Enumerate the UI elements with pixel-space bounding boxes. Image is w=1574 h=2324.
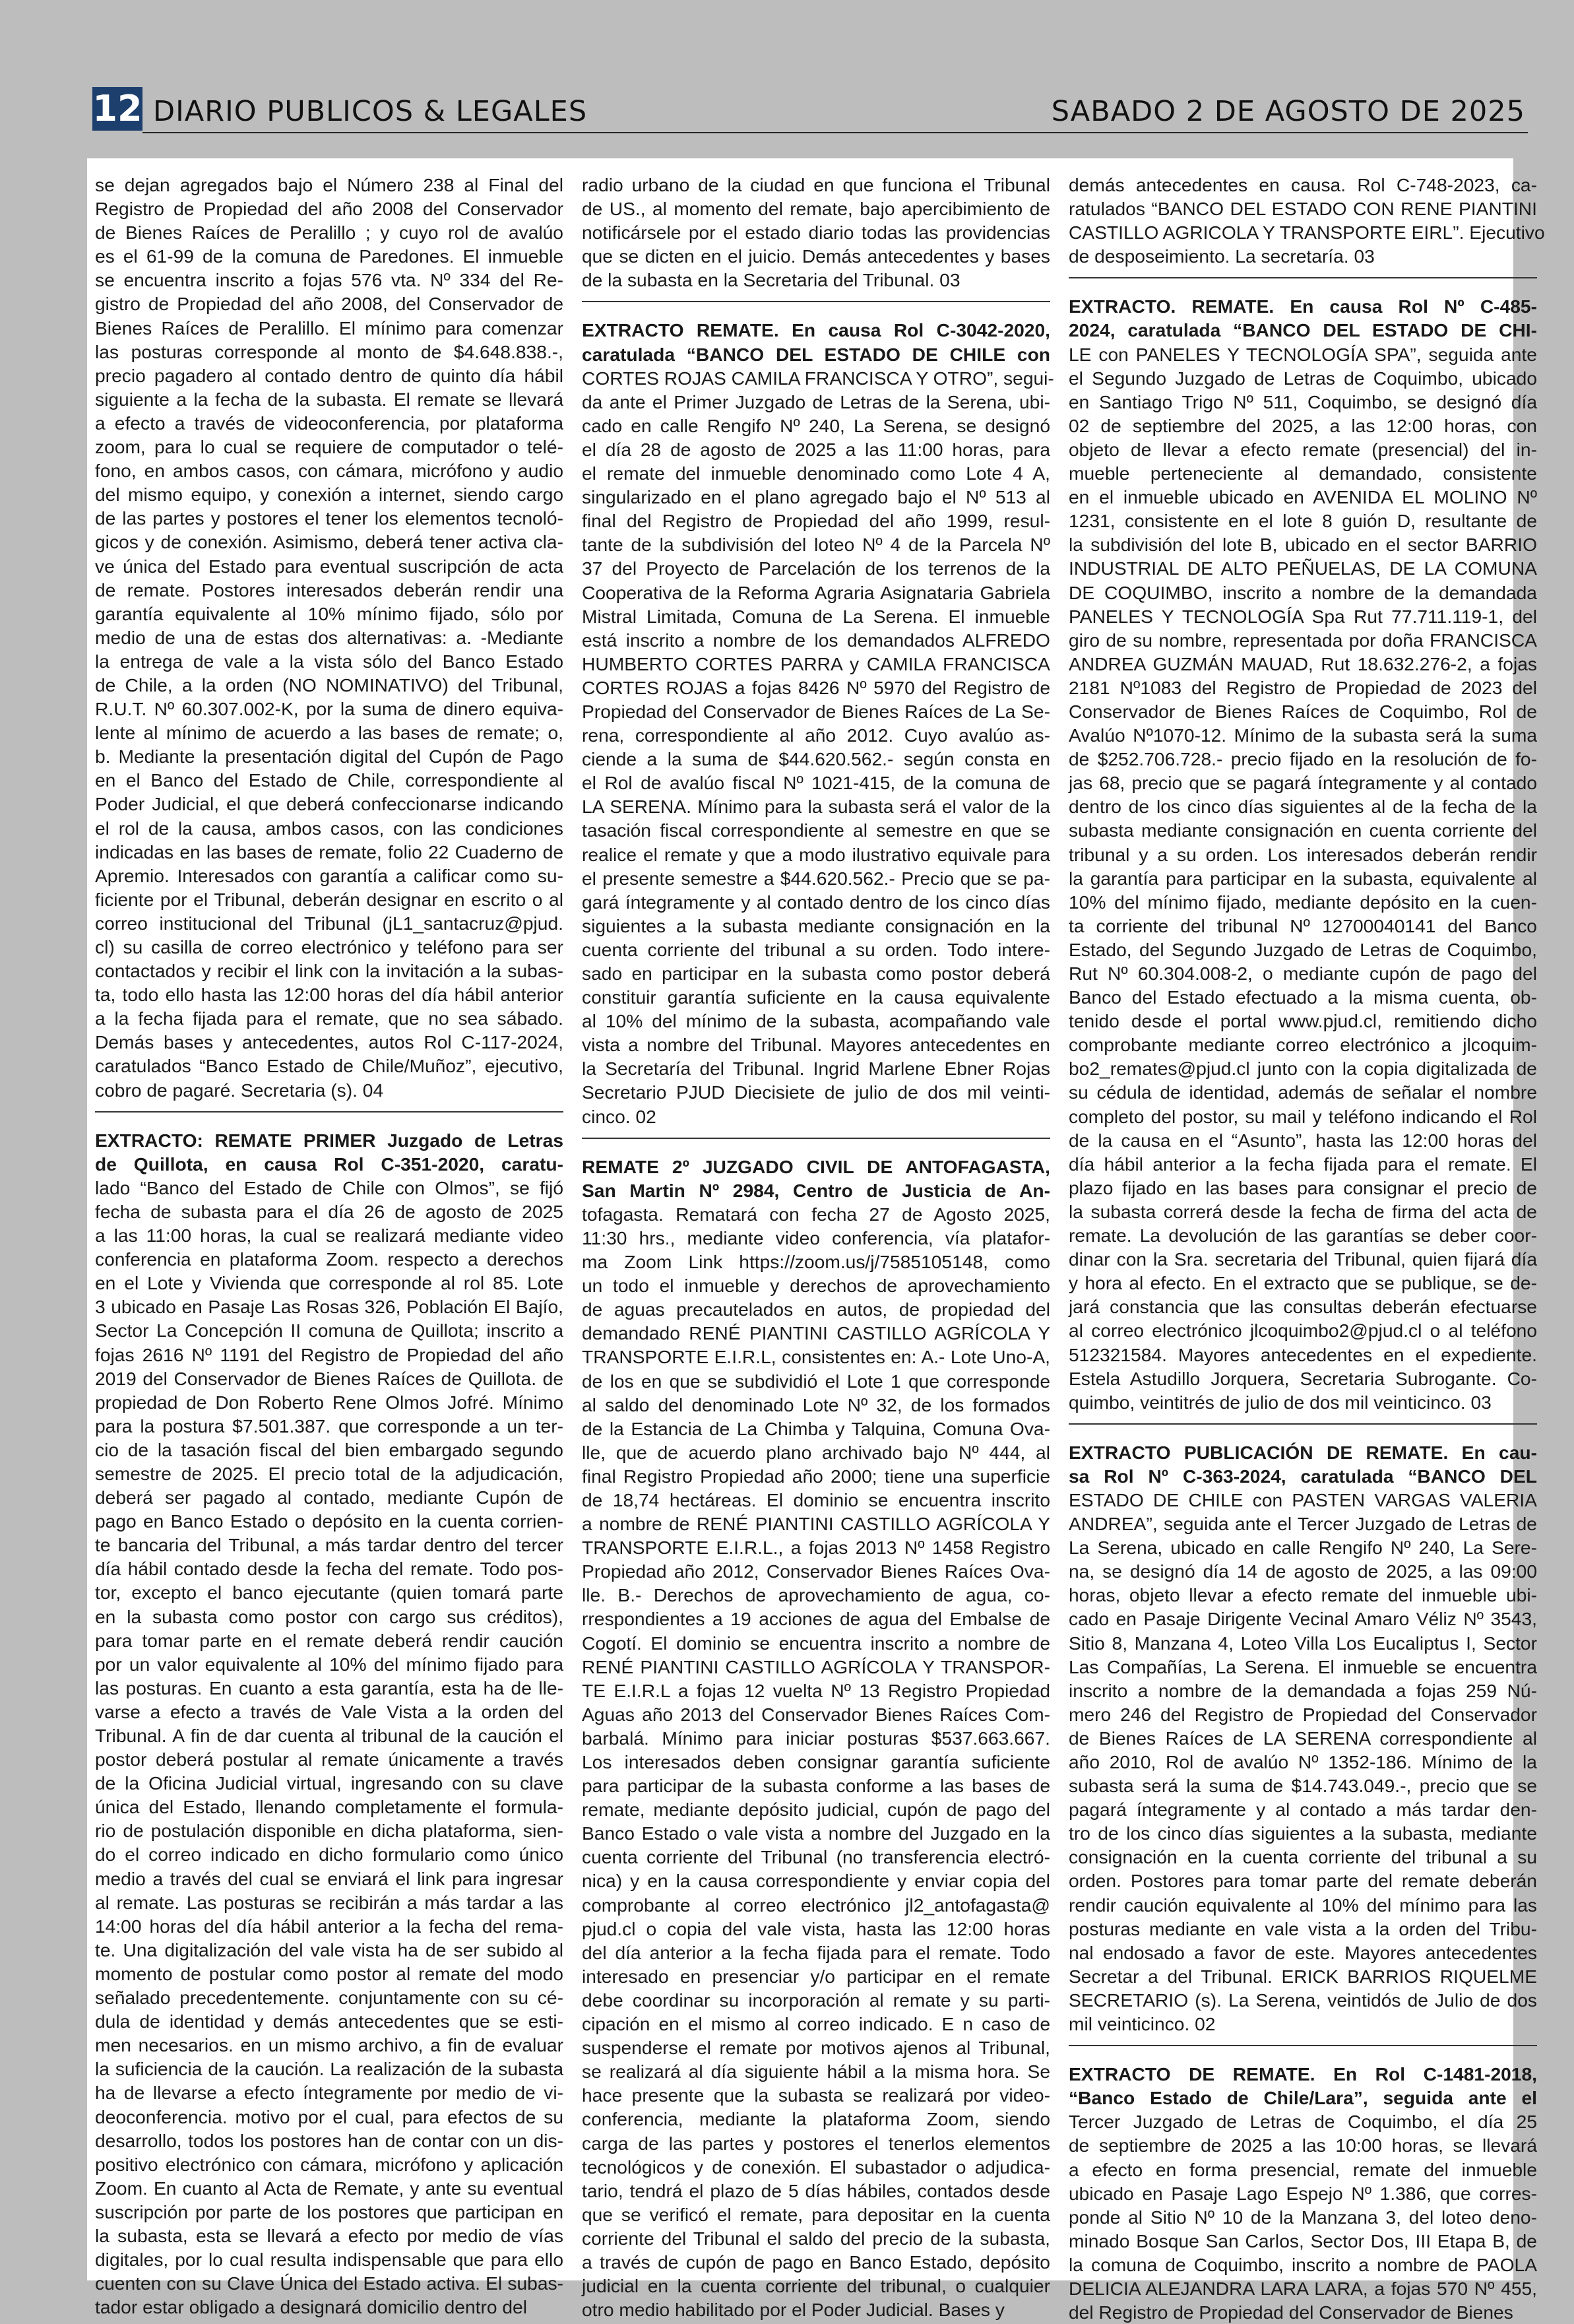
notice-line: LA SERENA. Mínimo para la subasta será el valor de la (582, 796, 1050, 818)
notice-line: CASTILLO AGRICOLA Y TRANSPORTE EIRL”. Ejecutivo (1069, 222, 1545, 243)
notice-line: remate, mediante depósito judicial, cupón de pago del (582, 1799, 1050, 1821)
notice-line: momento de postular como postor al remate del modo (95, 1962, 563, 1984)
notice-line: el remate del inmueble denominado como Lote 4 A, (582, 463, 1050, 484)
notice-line: constituir garantía suficiente en la causa equivalente (582, 986, 1050, 1008)
notice-line: Apremio. Interesados con garantía a calificar como su- (95, 864, 563, 886)
notice-line: que se verificó el remate, para depositar en la cuenta (582, 2203, 1050, 2225)
notice-line: TRANSPORTE E.I.R.L, consistentes en: A.- Lote Uno-A, (582, 1346, 1050, 1368)
notice-line: rrespondientes a 19 acciones de agua del Embalse de (582, 1608, 1050, 1630)
notice-line: corriente del Tribunal el saldo del precio de la subasta, (582, 2227, 1050, 2249)
notice-line: final Registro Propiedad año 2000; tiene una superficie (582, 1465, 1050, 1487)
notice-line: única del Estado, llenando completamente el formula- (95, 1796, 563, 1818)
notice-line: siguiente a la fecha de la subasta. El remate se llevará (95, 388, 563, 410)
notice-line: tador estar obligado a designará domicilio dentro del (95, 2296, 527, 2318)
notice-line: 02 de septiembre del 2025, a las 12:00 horas, con (1069, 414, 1537, 436)
notice-line: día hábil contado desde la fecha del remate. Todo pos- (95, 1558, 563, 1580)
notice-line: 14:00 horas del día hábil anterior a la fecha del rema- (95, 1915, 563, 1937)
notice-line: pagará íntegramente y al contado a más tardar den- (1069, 1799, 1537, 1821)
notice-line: medio de una de estas dos alternativas: a. -Mediante (95, 626, 563, 648)
notice-line: deoconferencia. motivo por el cual, para efectos de su (95, 2106, 563, 2127)
notice-line: horas, objeto llevar a efecto remate del inmueble ubi- (1069, 1584, 1537, 1606)
notice-line: Cooperativa de la Reforma Agraria Asignataria Gabriela (582, 581, 1050, 603)
notice-line: de 18,74 hectáreas. El dominio se encuentra inscrito (582, 1489, 1050, 1510)
notice-line: PANELES Y TECNOLOGÍA Spa Rut 77.711.119-1, del (1069, 605, 1537, 627)
notice-line: ha de llevarse a efecto íntegramente por medio de vi- (95, 2082, 563, 2104)
notice-line: plazo fijado en las bases para consignar el precio de (1069, 1177, 1537, 1198)
notice-line: las posturas. En cuanto a esta garantía, esta ha de lle- (95, 1677, 563, 1698)
notice-line: propiedad de Don Roberto Rene Olmos Jofré. Mínimo (95, 1391, 563, 1413)
notice-line: cuenta corriente del Tribunal (no transferencia electró- (582, 1846, 1050, 1868)
notice-line: Mistral Limitada, Comuna de La Serena. El inmueble (582, 605, 1050, 627)
notice-line: cinco. 02 (582, 1105, 656, 1127)
notice-line: en el inmueble ubicado en AVENIDA EL MOLINO Nº (1069, 486, 1537, 508)
notice-line: fecha de subasta para el día 26 de agosto de 2025 (95, 1200, 563, 1222)
notice-line: tenido desde el portal www.pjud.cl, remitiendo dicho (1069, 1010, 1537, 1032)
notice-line: tor, excepto el banco ejecutante (quien tomará parte (95, 1582, 563, 1603)
notice-line: Los interesados deben consignar garantía suficiente (582, 1751, 1050, 1772)
notice-line: caratulados “Banco Estado de Chile/Muñoz”, ejecutivo, (95, 1055, 563, 1077)
notice-line: orden. Postores para tomar parte del remate deberán (1069, 1870, 1537, 1892)
notice-line: de la causa en el “Asunto”, hasta las 12:00 horas del (1069, 1129, 1537, 1151)
notice-line: fono, en ambos casos, con cámara, micrófono y audio (95, 460, 563, 482)
notice-line: tro de los cinco días siguientes a la subasta, mediante (1069, 1823, 1537, 1844)
notice-line: conferencia en plataforma Zoom. respecto a derechos (95, 1248, 563, 1270)
notice-line: comprobante al correo electrónico jl2_antofagasta@ (582, 1894, 1050, 1916)
notice-line: notificársele por el estado diario todas las providencias (582, 222, 1050, 243)
notice-separator (1069, 1423, 1537, 1425)
notice-line: singularizado en el plano agregado bajo el Nº 513 al (582, 486, 1050, 508)
notice-line: Propiedad año 2012, Conservador Bienes Raíces Ova- (582, 1561, 1050, 1582)
notice-line: demás antecedentes en causa. Rol C-748-2023, ca- (1069, 174, 1537, 195)
notice-line: realice el remate y que a modo ilustrativo equivale para (582, 843, 1050, 865)
notice-line: RENÉ PIANTINI CASTILLO AGRÍCOLA Y TRANSPOR- (582, 1656, 1050, 1677)
notice-line: remate. La devolución de las garantías se deber coor- (1069, 1225, 1537, 1246)
notice-line: de Bienes Raíces de LA SERENA correspondiente al (1069, 1727, 1537, 1749)
notice-line: 1231, consistente en el lote 8 guión D, resultante de (1069, 510, 1537, 532)
notice-line: de US., al momento del remate, bajo apercibimiento de (582, 198, 1050, 220)
notice-line: positivo electrónico con cámara, micrófono y aplicación (95, 2153, 563, 2175)
notice-line: cado en calle Rengifo Nº 240, La Serena, se designó (582, 414, 1050, 436)
notice-line: do el correo indicado en dicho formulario como único (95, 1844, 563, 1865)
notice-line: ANDREA GUZMÁN MAUAD, Rut 18.632.276-2, a fojas (1069, 653, 1537, 674)
notice-line: ta, todo ello hasta las 12:00 horas del día hábil anterior (95, 984, 563, 1006)
notice-line: rendir caución equivalente al 10% del mínimo para las (1069, 1894, 1537, 1916)
notice-line: la entrega de vale a la vista sólo del Banco Estado (95, 650, 563, 672)
notice-line: Demás bases y antecedentes, autos Rol C-117-2024, (95, 1031, 563, 1053)
notice-line: fojas 2616 Nº 1191 del Registro de Propiedad del año (95, 1343, 563, 1365)
notice-line: lle, que de acuerdo plano archivado bajo Nº 444, al (582, 1441, 1050, 1463)
legal-notice (1069, 294, 1537, 1413)
legal-notice (1069, 2062, 1537, 2324)
notice-line: b. Mediante la presentación digital del Cupón de Pago (95, 746, 563, 767)
notice-line: garantía equivalente al 10% mínimo fijado, sólo por (95, 602, 563, 624)
page-number: 12 (92, 88, 142, 129)
notice-line: cobro de pagaré. Secretaria (s). 04 (95, 1079, 384, 1101)
notice-line: Sitio 8, Manzana 4, Loteo Villa Los Eucaliptus I, Sector (1069, 1632, 1537, 1654)
notice-line: jará constancia que las consultas deberán efectuarse (1069, 1296, 1537, 1318)
notice-line: mero 246 del Registro de Propiedad del Conservador (1069, 1703, 1537, 1725)
notice-line: LE con PANELES Y TECNOLOGÍA SPA”, seguida ante (1069, 343, 1537, 365)
notice-line: cio de la tasación fiscal del bien embargado segundo (95, 1438, 563, 1460)
notice-line: a la fecha fijada para el remate, que no sea sábado. (95, 1008, 563, 1029)
column-2 (582, 173, 1054, 2321)
notice-line: de septiembre de 2025 a las 10:00 horas, se llevará (1069, 2135, 1537, 2156)
notice-line: la suficiencia de la caución. La realización de la subasta (95, 2058, 563, 2080)
notice-line: Secretar a del Tribunal. ERICK BARRIOS RIQUELME (1069, 1965, 1537, 1987)
notice-line: tecnológicos y de conexión. El subastador o adjudica- (582, 2156, 1050, 2178)
notice-line: demandado RENÉ PIANTINI CASTILLO AGRÍCOLA Y (582, 1322, 1050, 1344)
notice-line: tante de la subdivisión del loteo Nº 4 de la Parcela Nº (582, 534, 1050, 556)
notice-line: el Segundo Juzgado de Letras de Coquimbo, ubicado (1069, 367, 1537, 389)
notice-line: Las Compañías, La Serena. El inmueble se encuentra (1069, 1656, 1537, 1677)
notice-line: 512321584. Mayores antecedentes en el expediente. (1069, 1343, 1537, 1365)
notice-line: Propiedad del Conservador de Bienes Raíces de La Se- (582, 700, 1050, 722)
notice-line: EXTRACTO PUBLICACIÓN DE REMATE. En cau- (1069, 1441, 1537, 1463)
notice-line: 2019 del Conservador de Bienes Raíces de Quillota. de (95, 1367, 563, 1389)
notice-line: del día anterior a la fecha fijada para el remate. Todo (582, 1941, 1050, 1963)
notice-line: Tribunal. A fin de dar cuenta al tribunal de la caución el (95, 1725, 563, 1746)
notice-line: de $252.706.728.- precio fijado en la resolución de fo- (1069, 748, 1537, 770)
notice-line: desarrollo, todos los postores han de contar con un dis- (95, 2129, 563, 2151)
legal-notice (582, 318, 1054, 1128)
notice-line: Estado, del Segundo Juzgado de Letras de Coquimbo, (1069, 938, 1537, 960)
notice-line: tasación fiscal correspondiente al semestre en que se (582, 820, 1050, 841)
notice-line: ciende a la suma de $44.620.562.- según consta en (582, 748, 1050, 770)
notice-line: 2024, caratulada “BANCO DEL ESTADO DE CHI- (1069, 319, 1537, 341)
notice-line: tofagasta. Rematará con fecha 27 de Agosto 2025, (582, 1203, 1050, 1225)
notice-line: vista a nombre del Tribunal. Mayores antecedentes en (582, 1034, 1050, 1056)
notice-line: barbalá. Mínimo para iniciar posturas $537.663.667. (582, 1727, 1050, 1749)
notice-line: Bienes Raíces de Peralillo. El mínimo para comenzar (95, 317, 563, 339)
notice-line: contactados y recibir el link con la invitación a la subas- (95, 960, 563, 982)
notice-line: de aguas precautelados en autos, de propiedad del (582, 1299, 1050, 1320)
notice-line: EXTRACTO: REMATE PRIMER Juzgado de Letras (95, 1129, 563, 1151)
notice-line: el Rol de avalúo fiscal Nº 1021-415, de la comuna de (582, 772, 1050, 794)
notice-line: las posturas corresponde al monto de $4.648.838.-, (95, 340, 563, 362)
notice-line: subasta mediante consignación en cuenta corriente del (1069, 820, 1537, 841)
column-3 (1069, 173, 1545, 2323)
notice-line: CORTES ROJAS a fojas 8426 Nº 5970 del Registro de (582, 676, 1050, 698)
notice-line: INDUSTRIAL DE ALTO PEÑUELAS, DE LA COMUNA (1069, 558, 1537, 579)
notice-line: suscripción por parte de los postores que participan en (95, 2201, 563, 2222)
notice-line: postor deberá postular al remate únicamente a través (95, 1749, 563, 1770)
notice-line: su cédula de identidad, además de señalar el nombre (1069, 1081, 1537, 1103)
notice-line: dinar con la Sra. secretaria del Tribunal, quien fijará día (1069, 1248, 1537, 1270)
notice-line: a efecto a través de videoconferencia, por plataforma (95, 412, 563, 434)
notice-line: a través de cupón de pago en Banco Estado, depósito (582, 2251, 1050, 2273)
notice-line: Estela Astudillo Jorquera, Secretaria Subrogante. Co- (1069, 1367, 1537, 1389)
notice-line: cl) su casilla de correo electrónico y teléfono para ser (95, 936, 563, 957)
notice-line: 10% del mínimo fijado, mediante depósito en la cuen- (1069, 891, 1537, 913)
notice-line: año 2010, Rol de avalúo Nº 1352-186. Mínimo de la (1069, 1751, 1537, 1772)
notice-line: debe coordinar su incorporación al remate y su parti- (582, 1989, 1050, 2011)
notice-line: Zoom. En cuanto al Acta de Remate, y ante su eventual (95, 2177, 563, 2199)
notice-separator (1069, 277, 1537, 278)
notice-line: 2181 Nº1083 del Registro de Propiedad de 2023 del (1069, 676, 1537, 698)
notice-line: a efecto en forma presencial, remate del inmueble (1069, 2158, 1537, 2180)
notice-line: pago en Banco Estado o depósito en la cuenta corrien- (95, 1510, 563, 1532)
notice-line: la comuna de Coquimbo, inscrito a nombre de PAOLA (1069, 2253, 1537, 2275)
notice-line: Sector La Concepción II comuna de Quillota; inscrito a (95, 1320, 563, 1341)
notice-line: objeto de llevar a efecto remate (presencial) del in- (1069, 438, 1537, 460)
notice-line: EXTRACTO REMATE. En causa Rol C-3042-2020, (582, 319, 1050, 341)
notice-line: siguientes a la subasta mediante consignación en la (582, 915, 1050, 936)
notice-line: de remate. Postores interesados deberán rendir una (95, 579, 563, 600)
notice-line: zoom, para lo cual se requiere de computador o telé- (95, 436, 563, 458)
legal-notice (582, 173, 1050, 292)
notice-line: deberá ser pagado al contado, mediante Cupón de (95, 1487, 563, 1508)
notice-line: en la subasta como postor con cargo sus créditos), (95, 1605, 563, 1627)
notice-line: cipación en el mismo al correo indicado. E n caso de (582, 2013, 1050, 2035)
notice-line: de la Estancia de La Chimba y Talquina, Comuna Ova- (582, 1417, 1050, 1439)
notice-line: jas 68, precio que se pagará íntegramente y al contado (1069, 772, 1537, 794)
notice-line: Conservador de Bienes Raíces de Coquimbo, Rol de (1069, 700, 1537, 722)
notice-line: suspenderse el remate por motivos ajenos al Tribunal, (582, 2037, 1050, 2059)
notice-line: día hábil anterior a la fecha fijada para el remate. El (1069, 1153, 1537, 1175)
notice-separator (95, 1111, 563, 1113)
notice-separator (1069, 2045, 1537, 2046)
notice-line: radio urbano de la ciudad en que funciona el Tribunal (582, 174, 1050, 195)
notice-line: para tomar parte en el remate deberá rendir caución (95, 1629, 563, 1651)
notice-line: conferencia, mediante la plataforma Zoom, siendo (582, 2108, 1050, 2130)
notice-line: DE COQUIMBO, inscrito a nombre de la demandada (1069, 581, 1537, 603)
notice-line: 37 del Proyecto de Parcelación de los terrenos de la (582, 558, 1050, 579)
notice-line: la subasta correrá desde la fecha de firma del acta de (1069, 1200, 1537, 1222)
notice-line: “Banco Estado de Chile/Lara”, seguida ante el (1069, 2087, 1537, 2109)
notice-line: un todo el inmueble y derechos de aprovechamiento (582, 1275, 1050, 1297)
newspaper-page (87, 158, 1545, 2323)
notice-line: Registro de Propiedad del año 2008 del Conservador (95, 198, 563, 220)
notice-line: te. Una digitalización del vale vista ha de ser subido al (95, 1939, 563, 1960)
legal-notice (95, 173, 563, 1102)
notice-line: ANDREA”, seguida ante el Tercer Juzgado de Letras de (1069, 1513, 1537, 1535)
notice-line: el rol de la causa, ambos casos, con las condiciones (95, 817, 563, 839)
notice-line: San Martin Nº 2984, Centro de Justicia de An- (582, 1179, 1050, 1201)
notice-line: rena, correspondiente al año 2012. Cuyo avalúo as- (582, 725, 1050, 746)
notice-line: interesado en presenciar y/o participar en el remate (582, 1965, 1050, 1987)
notice-line: ma Zoom Link https://zoom.us/j/7585105148, como (582, 1251, 1050, 1273)
notice-line: TRANSPORTE E.I.R.L., a fojas 2013 Nº 1458 Registro (582, 1537, 1050, 1559)
notice-line: al saldo del denominado Lote Nº 32, de los formados (582, 1394, 1050, 1415)
notice-line: lente al mínimo de acuerdo a las bases de remate; o, (95, 722, 563, 744)
column-1 (95, 173, 563, 2318)
notice-line: precio pagadero al contado dentro de quinto día hábil (95, 364, 563, 386)
notice-line: 11:30 hrs., mediante video conferencia, vía platafor- (582, 1227, 1050, 1248)
notice-line: y hora al efecto. En el extracto que se publique, se de- (1069, 1272, 1537, 1294)
notice-line: CORTES ROJAS CAMILA FRANCISCA Y OTRO”, segui- (582, 367, 1054, 389)
notice-line: correo institucional del Tribunal (jL1_santacruz@pjud. (95, 912, 563, 934)
notice-line: bo2_remates@pjud.cl junto con la copia digitalizada de (1069, 1058, 1537, 1080)
notice-line: al remate. Las posturas se recibirán a más tardar a las (95, 1891, 563, 1913)
notice-line: minado Bosque San Carlos, Sector Dos, III Etapa B, de (1069, 2230, 1537, 2251)
notice-line: nica) y en la causa correspondiente y enviar copia del (582, 1870, 1050, 1892)
notice-line: de la Oficina Judicial virtual, ingresando con su clave (95, 1772, 563, 1794)
notice-line: men necesarios. en un mismo archivo, a fin de evaluar (95, 2034, 563, 2056)
notice-line: cuenten con su Clave Única del Estado activa. El subas- (95, 2273, 563, 2294)
notice-line: de Quillota, en causa Rol C-351-2020, caratu- (95, 1153, 563, 1175)
legal-notice (95, 1128, 563, 2319)
notice-line: Poder Judicial, el que deberá confeccionarse indicando (95, 793, 563, 815)
notice-line: pjud.cl o copia del vale vista, hasta las 12:00 horas (582, 1918, 1050, 1939)
notice-line: carga de las partes y postores el tenerlos elementos (582, 2132, 1050, 2154)
notice-line: está inscrito a nombre de los demandados ALFREDO (582, 629, 1050, 651)
notice-line: Tercer Juzgado de Letras de Coquimbo, el día 25 (1069, 2111, 1537, 2133)
notice-line: ve única del Estado para eventual suscripción de acta (95, 555, 563, 577)
notice-line: de Chile, a la orden (NO NOMINATIVO) del Tribunal, (95, 674, 563, 695)
notice-line: en el Lote y Vivienda que corresponde al rol 85. Lote (95, 1272, 563, 1294)
notice-line: que se dicten en el juicio. Demás antecedentes y bases (582, 245, 1050, 267)
notice-line: semestre de 2025. El precio total de la adjudicación, (95, 1462, 563, 1484)
notice-line: de las partes y postores el tener los elementos tecnoló- (95, 507, 563, 529)
notice-line: ficiente por el Tribunal, deberán designar en escrito o al (95, 888, 563, 910)
notice-line: cuenta corriente del tribunal a su orden. Todo intere- (582, 938, 1050, 960)
notice-line: completo del postor, su mail y teléfono indicando el Rol (1069, 1105, 1537, 1127)
notice-line: la Secretaría del Tribunal. Ingrid Marlene Ebner Rojas (582, 1058, 1050, 1080)
notice-line: tribunal y a su orden. Los interesados deberán rendir (1069, 843, 1537, 865)
notice-line: SECRETARIO (s). La Serena, veintidós de Julio de dos (1069, 1989, 1537, 2011)
notice-line: gará íntegramente y al contado dentro de los cinco días (582, 891, 1050, 913)
notice-line: subasta será la suma de $14.743.049.-, precio que se (1069, 1775, 1537, 1797)
notice-line: para la postura $7.501.387. que corresponde a un ter- (95, 1415, 563, 1436)
notice-line: gistro de Propiedad del año 2008, del Conservador de (95, 293, 563, 315)
notice-line: ta corriente del tribunal Nº 12700040141 del Banco (1069, 915, 1537, 936)
notice-line: gicos y de conexión. Asimismo, deberá tener activa cla- (95, 531, 563, 553)
notice-line: por un valor equivalente al 10% del mínimo fijado para (95, 1653, 563, 1675)
notice-line: se dejan agregados bajo el Número 238 al Final del (95, 174, 563, 195)
notice-line: en el Banco del Estado de Chile, correspondiente al (95, 769, 563, 791)
notice-line: medio a través del cual se enviará el link para ingresar (95, 1867, 563, 1889)
notice-line: varse a efecto a través de Vale Vista a la orden del (95, 1700, 563, 1722)
notice-line: señalado precedentemente. conjuntamente con su cé- (95, 1987, 563, 2009)
notice-line: es el 61-99 de la comuna de Paredones. El inmueble (95, 245, 563, 267)
notice-line: se encuentra inscrito a fojas 576 vta. Nº 334 del Re- (95, 269, 563, 291)
notice-line: al 10% del mínimo de la subasta, acompañando vale (582, 1010, 1050, 1032)
notice-line: TE E.I.R.L a fojas 12 vuelta Nº 13 Registro Propiedad (582, 1679, 1050, 1701)
notice-line: el día 28 de agosto de 2025 a las 11:00 horas, para (582, 438, 1050, 460)
notice-line: final del Registro de Propiedad del año 1999, resul- (582, 510, 1050, 532)
notice-line: mil veinticinco. 02 (1069, 2013, 1216, 2035)
notice-line: REMATE 2º JUZGADO CIVIL DE ANTOFAGASTA, (582, 1155, 1050, 1177)
notice-line: a nombre de RENÉ PIANTINI CASTILLO AGRÍCOLA Y (582, 1513, 1050, 1535)
notice-line: hace presente que la subasta se realizará por video- (582, 2084, 1050, 2106)
legal-notice (582, 1155, 1050, 2322)
notice-line: HUMBERTO CORTES PARRA y CAMILA FRANCISCA (582, 653, 1050, 674)
legal-notice (1069, 173, 1545, 268)
notice-line: de la subasta en la Secretaria del Tribunal. 03 (582, 269, 960, 291)
notice-line: inscrito a nombre de la demandada a fojas 259 Nú- (1069, 1679, 1537, 1701)
header-rule (142, 132, 1528, 133)
notice-line: digitales, por lo cual resulta indispensable que para ello (95, 2249, 563, 2271)
notice-line: Secretario PJUD Diecisiete de julio de dos mil veinti- (582, 1081, 1050, 1103)
notice-line: Banco del Estado efectuado a la misma cuenta, ob- (1069, 986, 1537, 1008)
notice-line: al correo electrónico jlcoquimbo2@pjud.cl o al teléfono (1069, 1320, 1537, 1341)
notice-line: dentro de los cinco días siguientes al de la fecha de la (1069, 796, 1537, 818)
notice-line: de desposeimiento. La secretaría. 03 (1069, 245, 1375, 267)
notice-separator (582, 301, 1050, 302)
notice-line: Cogotí. El dominio se encuentra inscrito a nombre de (582, 1632, 1050, 1654)
notice-line: de los en que se subdividió el Lote 1 que corresponde (582, 1370, 1050, 1392)
notice-line: mueble perteneciente al demandado, consistente (1069, 463, 1537, 484)
notice-line: ratulados “BANCO DEL ESTADO CON RENE PIANTINI (1069, 198, 1537, 220)
notice-line: ESTADO DE CHILE con PASTEN VARGAS VALERIA (1069, 1489, 1537, 1510)
notice-line: da ante el Primer Juzgado de Letras de la Serena, ubi- (582, 391, 1050, 412)
notice-line: de Bienes Raíces de Peralillo ; y cuyo rol de avalúo (95, 222, 563, 243)
notice-line: del Registro de Propiedad del Conservador de Bienes (1069, 2302, 1513, 2323)
notice-line: tario, tendrá el plazo de 5 días hábiles, contados desde (582, 2179, 1050, 2201)
notice-line: caratulada “BANCO DEL ESTADO DE CHILE con (582, 343, 1050, 365)
notice-line: lle. B.- Derechos de aprovechamiento de agua, co- (582, 1584, 1050, 1606)
notice-line: en Santiago Trigo Nº 511, Coquimbo, se designó día (1069, 391, 1537, 412)
notice-line: Banco Estado o vale vista a nombre del Juzgado en la (582, 1823, 1050, 1844)
notice-line: sado en participar en la subasta como postor deberá (582, 963, 1050, 984)
notice-line: te bancaria del Tribunal, a más tardar dentro del tercer (95, 1534, 563, 1556)
notice-line: Avalúo Nº1070-12. Mínimo de la subasta será la suma (1069, 725, 1537, 746)
notice-line: Rut Nº 60.304.008-2, o mediante cupón de pago del (1069, 963, 1537, 984)
notice-line: consignación en la cuenta corriente del tribunal a su (1069, 1846, 1537, 1868)
notice-line: ponde al Sitio Nº 10 de la Manzana 3, del loteo deno- (1069, 2206, 1537, 2228)
notice-line: rio de postulación disponible en dicha plataforma, sien- (95, 1820, 563, 1842)
notice-line: na, se designó día 14 de agosto de 2025, a las 09:00 (1069, 1561, 1537, 1582)
notice-line: otro medio habilitado por el Poder Judicial. Bases y (582, 2299, 1005, 2321)
notice-line: nal endosado a favor de este. Mayores antecedentes (1069, 1941, 1537, 1963)
notice-line: EXTRACTO DE REMATE. En Rol C-1481-2018, (1069, 2063, 1537, 2085)
notice-line: del mismo equipo, y conexión a internet, siendo cargo (95, 484, 563, 505)
notice-line: la subasta, esta se llevará a efecto por medio de vías (95, 2224, 563, 2246)
notice-line: la subdivisión del lote B, ubicado en el sector BARRIO (1069, 534, 1537, 556)
notice-line: el presente semestre a $44.620.562.- Precio que se pa- (582, 867, 1050, 889)
notice-line: judicial en la cuenta corriente del tribunal, o cualquier (582, 2275, 1050, 2297)
notice-separator (582, 1138, 1050, 1139)
page-header (92, 78, 1528, 132)
publication-date: SABADO 2 DE AGOSTO DE 2025 (1051, 95, 1525, 128)
notice-line: comprobante mediante correo electrónico a jlcoquim- (1069, 1034, 1537, 1056)
notice-line: indicadas en las bases de remate, folio 22 Cuaderno de (95, 841, 563, 862)
legal-notice (1069, 1440, 1537, 2036)
notice-line: la garantía para participar en la subasta, equivalente al (1069, 867, 1537, 889)
notice-line: quimbo, veintitrés de julio de dos mil veinticinco. 03 (1069, 1391, 1492, 1413)
notice-line: para participar de la subasta conforme a las bases de (582, 1775, 1050, 1797)
notice-line: sa Rol Nº C-363-2024, caratulada “BANCO DEL (1069, 1465, 1537, 1487)
notice-line: se realizará al día siguiente hábil a la misma hora. Se (582, 2061, 1050, 2082)
notice-line: DELICIA ALEJANDRA LARA LARA, a fojas 570 Nº 455, (1069, 2277, 1537, 2299)
notice-line: posturas mediante en vale vista a la orden del Tribu- (1069, 1918, 1537, 1939)
notice-line: EXTRACTO. REMATE. En causa Rol Nº C-485- (1069, 296, 1537, 317)
notice-line: dula de identidad y demás antecedentes que se esti- (95, 2011, 563, 2032)
notice-line: giro de su nombre, representada por doña FRANCISCA (1069, 629, 1537, 651)
notice-line: La Serena, ubicado en calle Rengifo Nº 240, La Sere- (1069, 1537, 1537, 1559)
notice-line: cado en Pasaje Dirigente Vecinal Amaro Véliz Nº 3543, (1069, 1608, 1537, 1630)
notice-line: ubicado en Pasaje Lago Espejo Nº 1.386, que corres- (1069, 2182, 1537, 2204)
notice-line: a las 11:00 horas, la cual se realizará mediante video (95, 1225, 563, 1246)
notice-line: lado “Banco del Estado de Chile con Olmos”, se fijó (95, 1177, 563, 1198)
notice-line: Aguas año 2013 del Conservador Bienes Raíces Com- (582, 1703, 1050, 1725)
notice-line: R.U.T. Nº 60.307.002-K, por la suma de dinero equiva- (95, 698, 563, 720)
notice-line: 3 ubicado en Pasaje Las Rosas 326, Población El Bajío, (95, 1296, 563, 1318)
publication-name: DIARIO PUBLICOS & LEGALES (153, 95, 588, 128)
